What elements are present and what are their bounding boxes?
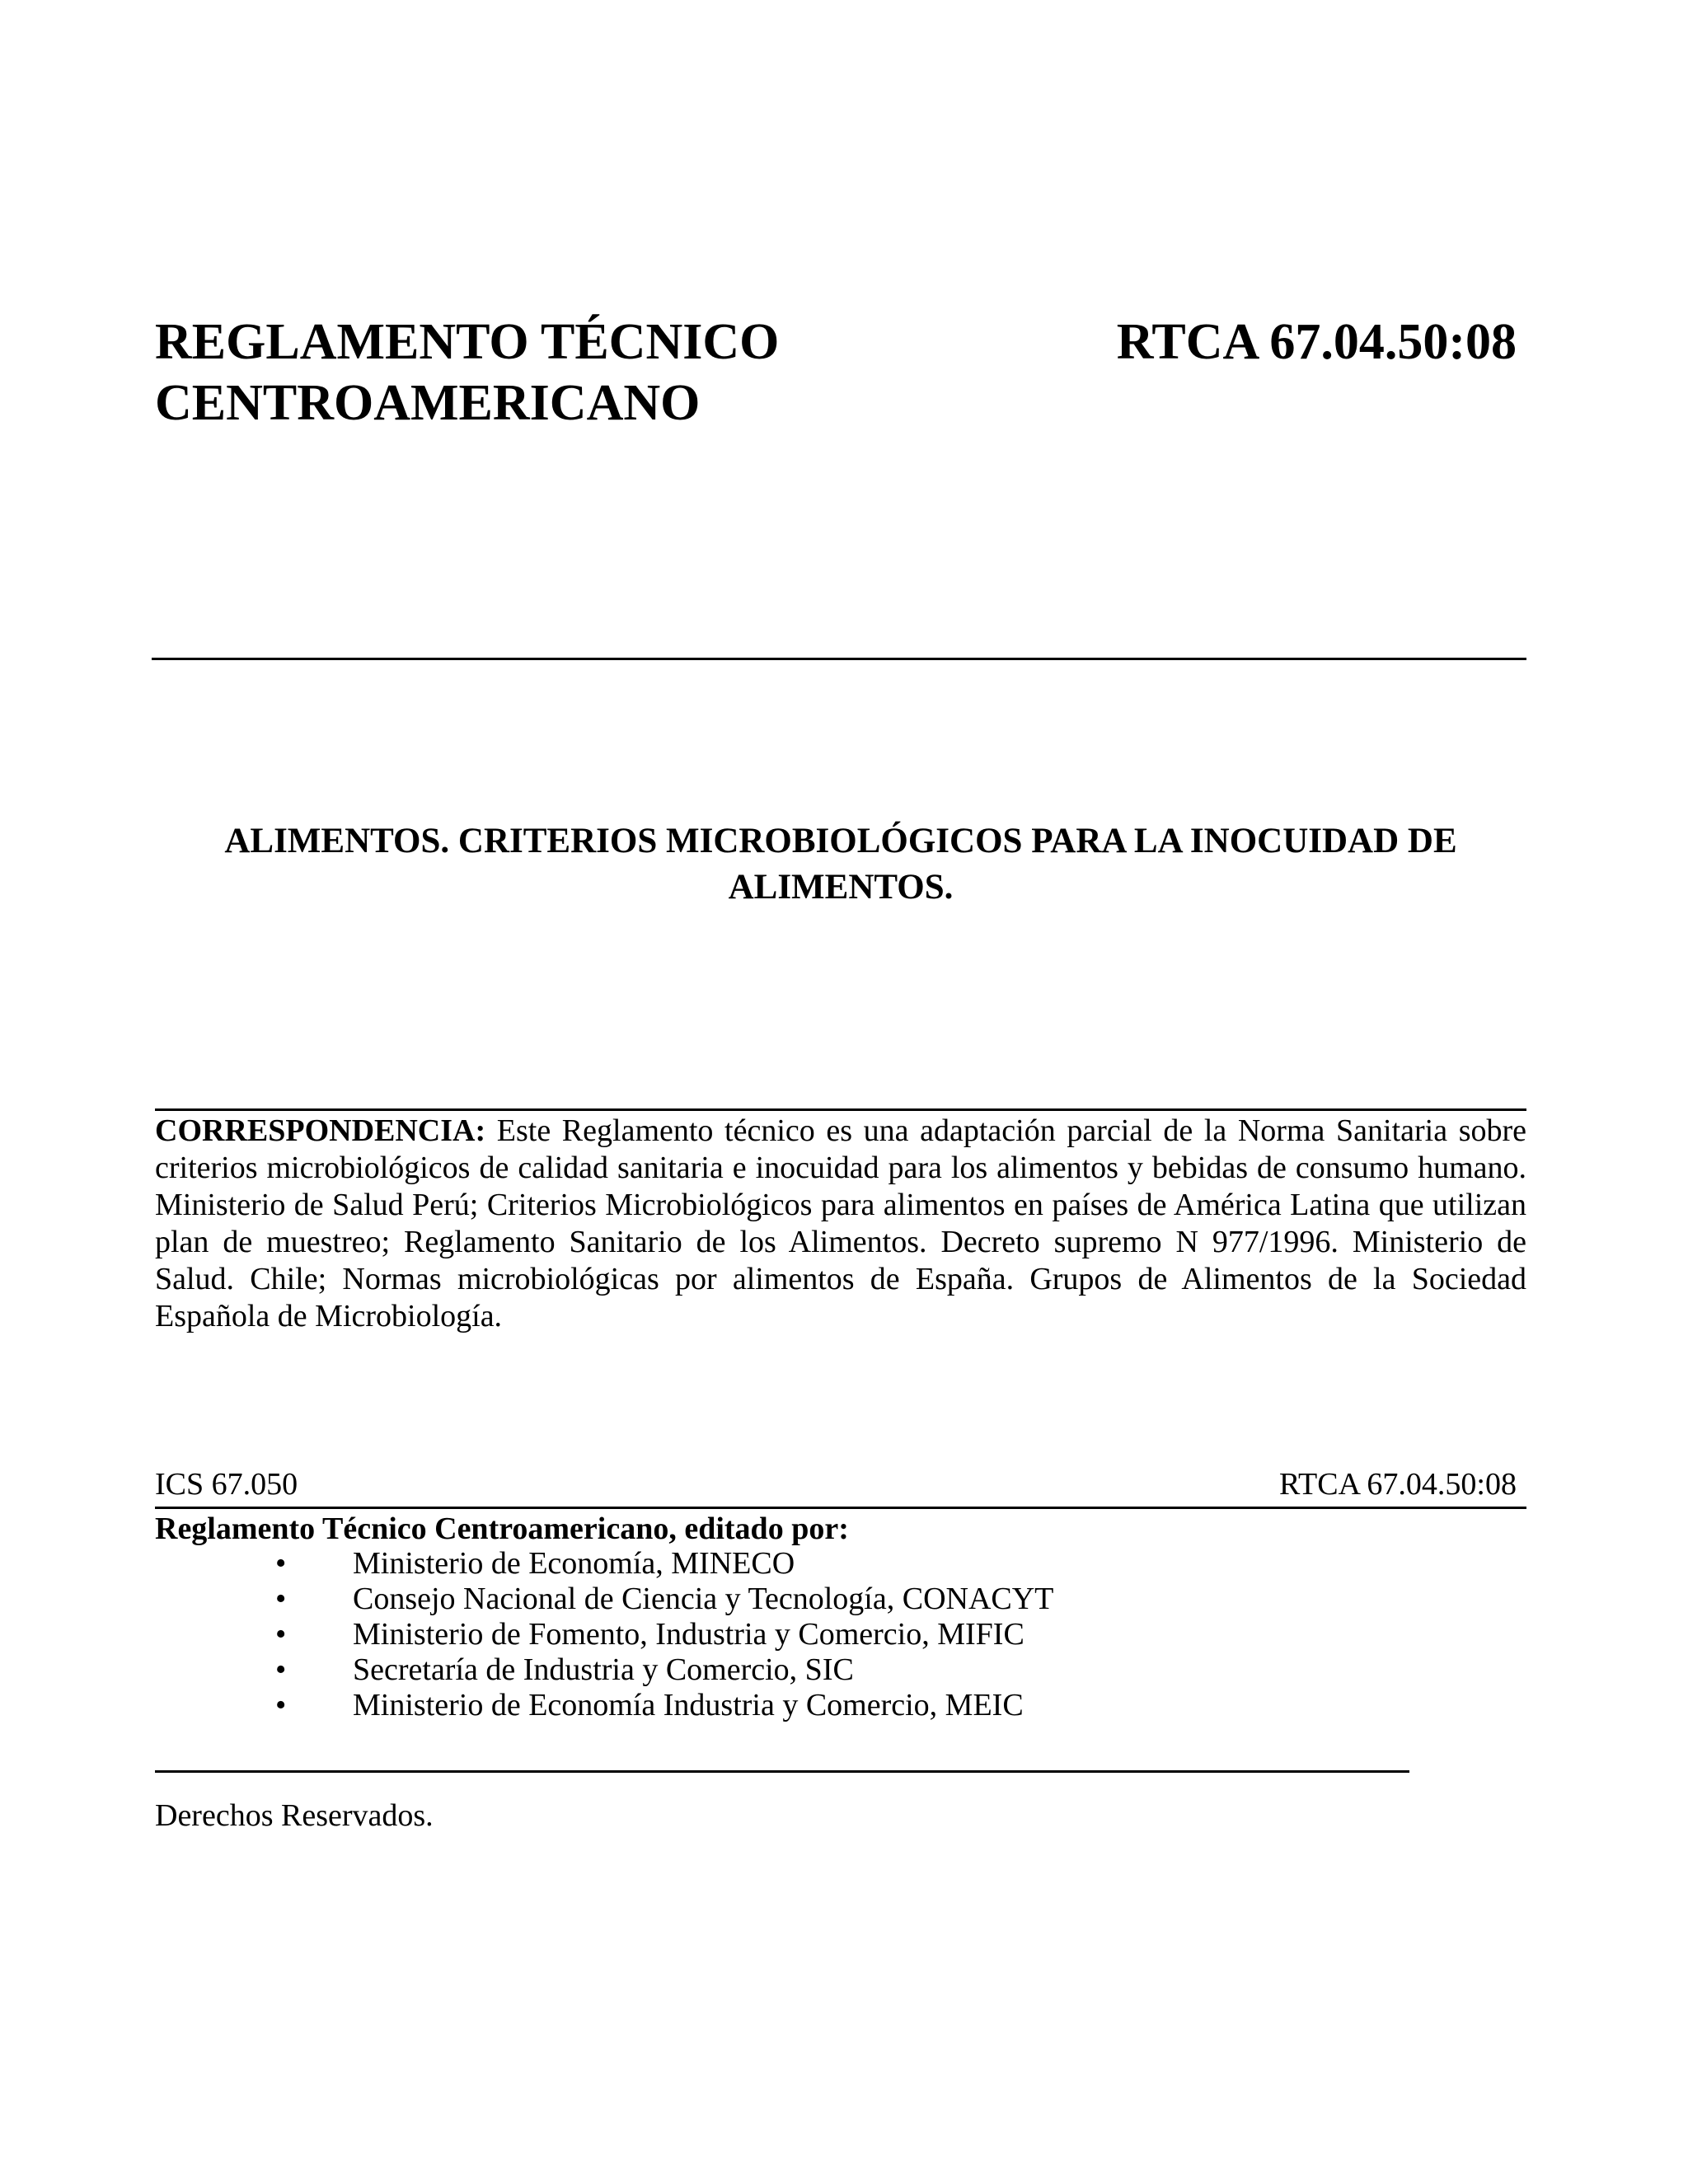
document-title-line-1: REGLAMENTO TÉCNICO: [155, 314, 780, 370]
bullet-icon: •: [275, 1546, 287, 1581]
rights-notice: Derechos Reservados.: [155, 1798, 434, 1833]
bullet-icon: •: [275, 1582, 287, 1616]
rtca-code-footer: RTCA 67.04.50:08: [1278, 1467, 1517, 1502]
editor-name: Ministerio de Economía, MINECO: [353, 1546, 795, 1581]
correspondence-label: CORRESPONDENCIA:: [155, 1113, 486, 1148]
correspondence-paragraph: [155, 1113, 1526, 1335]
editor-name: Secretaría de Industria y Comercio, SIC: [353, 1652, 854, 1687]
bullet-icon: •: [275, 1652, 287, 1687]
document-code: RTCA 67.04.50:08: [1116, 314, 1517, 370]
list-item: [155, 1546, 1053, 1582]
editor-name: Consejo Nacional de Ciencia y Tecnología, CONACYT: [353, 1582, 1054, 1616]
classification-divider: [155, 1507, 1526, 1509]
document-subject-line-1: ALIMENTOS. CRITERIOS MICROBIOLÓGICOS PARA LA INOCUIDAD DE: [224, 822, 1457, 860]
editor-name: Ministerio de Economía Industria y Comercio, MEIC: [353, 1688, 1024, 1722]
editor-name: Ministerio de Fomento, Industria y Comercio, MIFIC: [353, 1617, 1025, 1652]
ics-code: ICS 67.050: [155, 1467, 298, 1502]
list-item: [155, 1617, 1053, 1652]
bullet-icon: •: [275, 1688, 287, 1722]
document-subject: [155, 818, 1526, 911]
list-item: [155, 1652, 1053, 1688]
editors-list: [155, 1546, 1053, 1723]
header-divider: [152, 658, 1526, 660]
correspondence-text: Este Reglamento técnico es una adaptación parcial de la Norma Sanitaria sobre criterios microbiológicos de calidad sanitaria e inocuidad para los alimentos y bebidas de consumo humano. Ministerio de Salud Perú; Criterios Microbiológicos para alimentos en países de América Latina que utilizan plan de muestreo; Reglamento Sanitario de los Alimentos. Decreto supremo N 977/1996. Ministerio de Salud. Chile; Normas microbiológicas por alimentos de España. Grupos de Alimentos de la Sociedad Española de Microbiología.: [155, 1113, 1526, 1333]
document-title: [155, 312, 779, 434]
correspondence-divider: [155, 1108, 1526, 1111]
footer-divider: [155, 1770, 1409, 1773]
list-item: [155, 1582, 1053, 1617]
list-item: [155, 1688, 1053, 1723]
document-subject-line-2: ALIMENTOS.: [728, 868, 954, 907]
bullet-icon: •: [275, 1617, 287, 1652]
edited-by-heading: Reglamento Técnico Centroamericano, editado por:: [155, 1511, 849, 1546]
document-title-line-2: CENTROAMERICANO: [155, 375, 701, 431]
